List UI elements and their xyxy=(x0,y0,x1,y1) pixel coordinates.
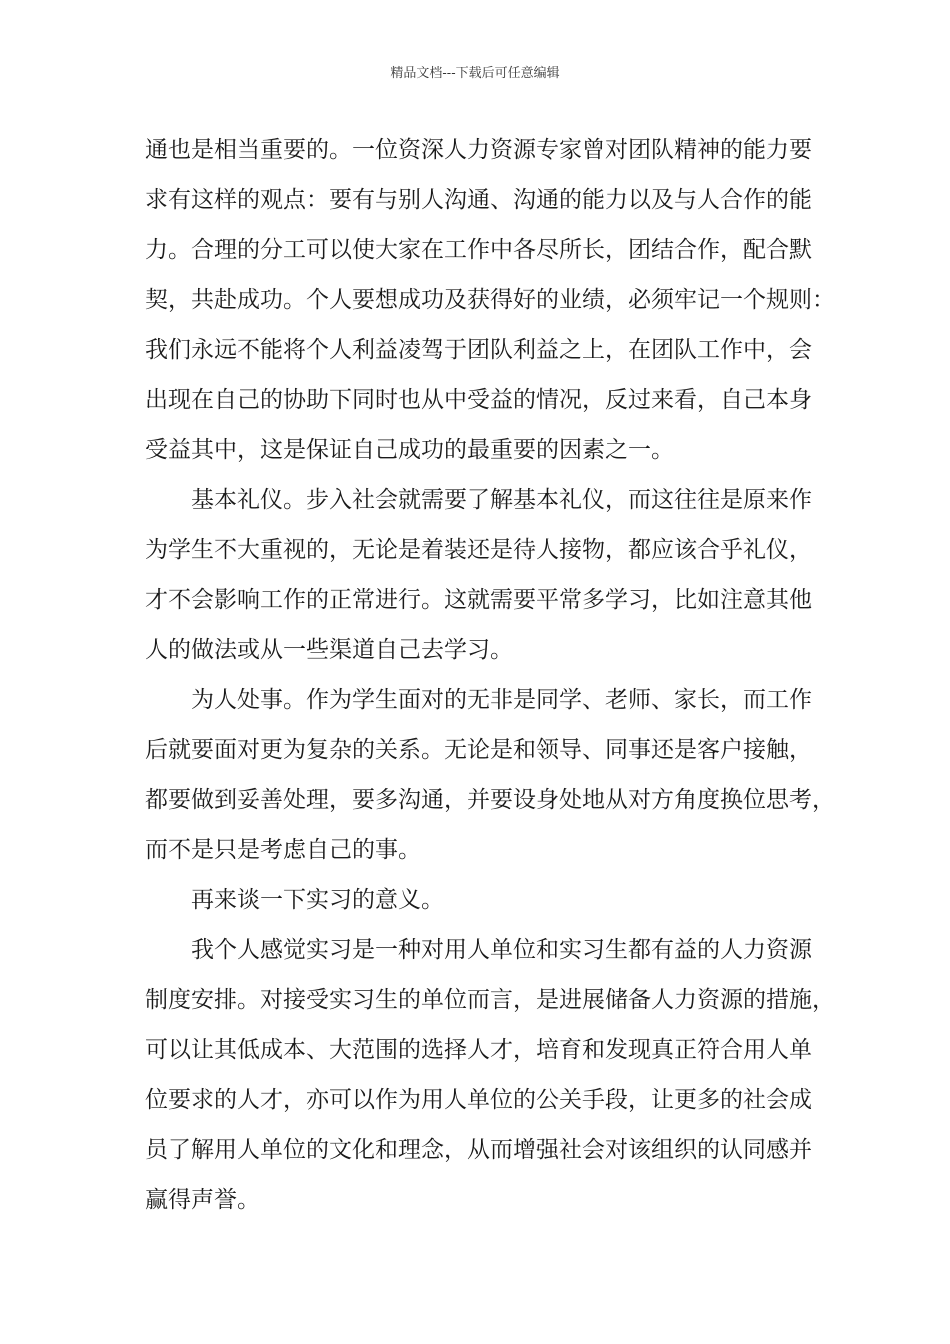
text-line: 制度安排。对接受实习生的单位而言，是进展储备人力资源的措施， xyxy=(145,987,835,1013)
text-line: 力。合理的分工可以使大家在工作中各尽所长，团结合作，配合默 xyxy=(145,237,812,263)
text-line: 契，共赴成功。个人要想成功及获得好的业绩，必须牢记一个规则： xyxy=(145,287,835,313)
text-line: 为学生不大重视的，无论是着装还是待人接物，都应该合乎礼仪， xyxy=(145,537,812,563)
text-line: 员了解用人单位的文化和理念，从而增强社会对该组织的认同感并 xyxy=(145,1137,812,1163)
paragraph-start-line: 基本礼仪。步入社会就需要了解基本礼仪，而这往往是原来作 xyxy=(191,487,812,513)
text-line: 可以让其低成本、大范围的选择人才，培育和发现真正符合用人单 xyxy=(145,1037,812,1063)
text-line: 位要求的人才，亦可以作为用人单位的公关手段，让更多的社会成 xyxy=(145,1087,812,1113)
text-line: 我们永远不能将个人利益凌驾于团队利益之上，在团队工作中，会 xyxy=(145,337,812,363)
paragraph-start-line: 我个人感觉实习是一种对用人单位和实习生都有益的人力资源 xyxy=(191,937,812,963)
text-line: 出现在自己的协助下同时也从中受益的情况，反过来看，自己本身 xyxy=(145,387,812,413)
text-line: 后就要面对更为复杂的关系。无论是和领导、同事还是客户接触， xyxy=(145,737,812,763)
body-text xyxy=(145,132,835,1232)
text-line: 赢得声誉。 xyxy=(145,1187,260,1213)
text-line: 才不会影响工作的正常进行。这就需要平常多学习，比如注意其他 xyxy=(145,587,812,613)
text-line: 而不是只是考虑自己的事。 xyxy=(145,837,421,863)
text-line: 通也是相当重要的。一位资深人力资源专家曾对团队精神的能力要 xyxy=(145,137,812,163)
text-line: 都要做到妥善处理，要多沟通，并要设身处地从对方角度换位思考， xyxy=(145,787,835,813)
paragraph-start-line: 为人处事。作为学生面对的无非是同学、老师、家长，而工作 xyxy=(191,687,812,713)
text-line: 受益其中，这是保证自己成功的最重要的因素之一。 xyxy=(145,437,674,463)
text-line: 求有这样的观点：要有与别人沟通、沟通的能力以及与人合作的能 xyxy=(145,187,812,213)
page-header: 精品文档---下载后可任意编辑 xyxy=(390,66,560,81)
text-line: 人的做法或从一些渠道自己去学习。 xyxy=(145,637,513,663)
paragraph-start-line: 再来谈一下实习的意义。 xyxy=(191,887,444,913)
